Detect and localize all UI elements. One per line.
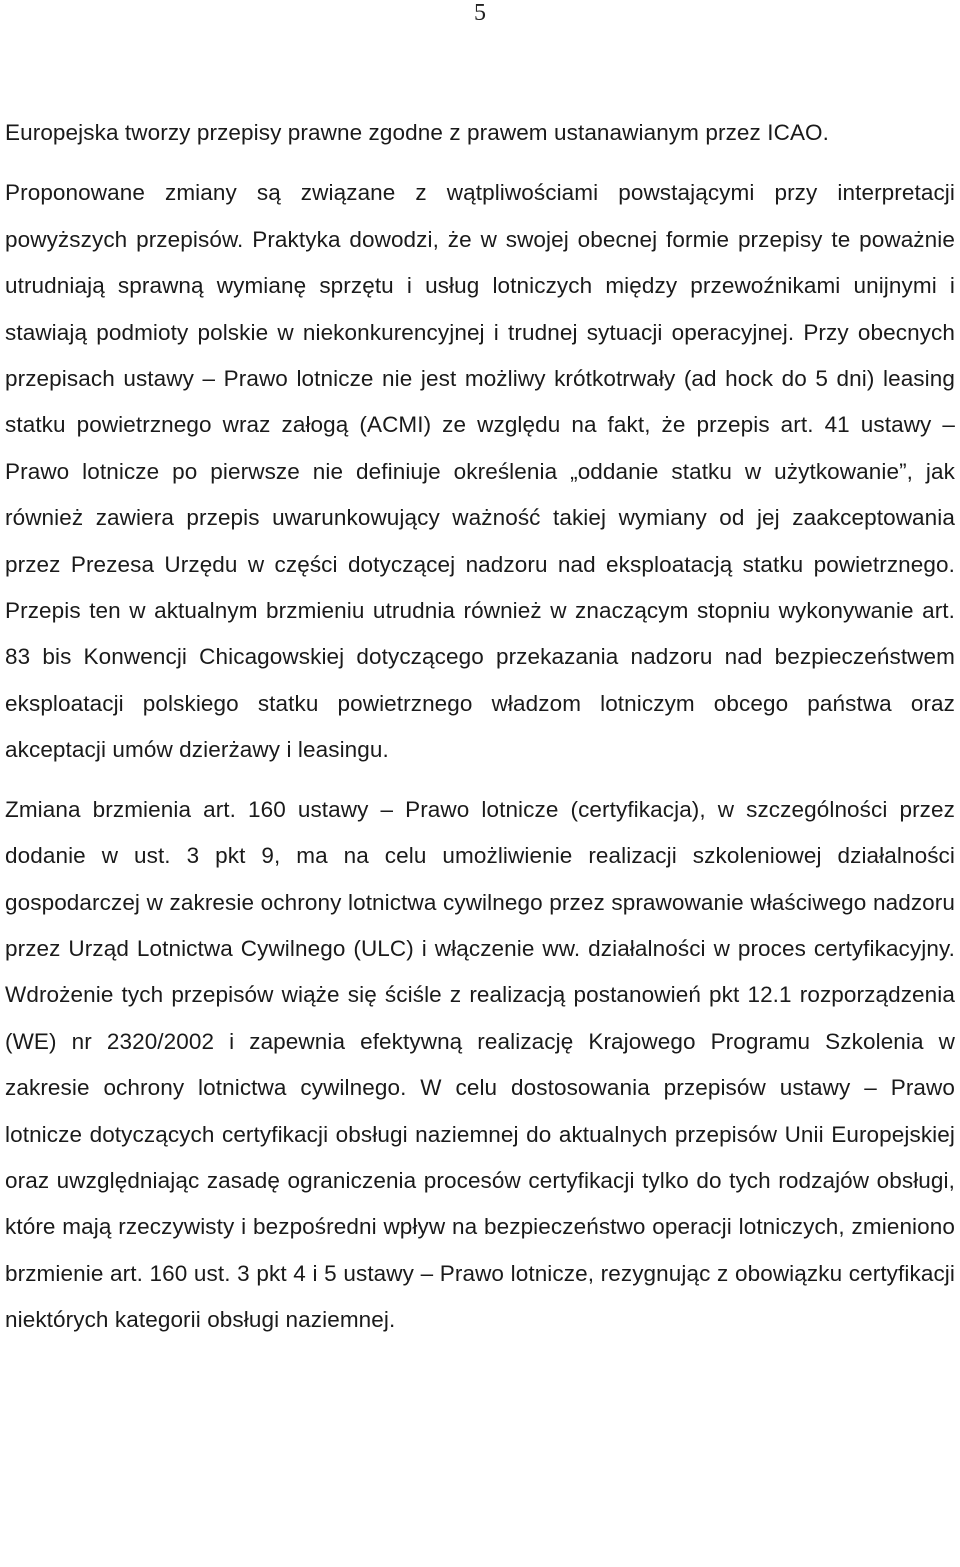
paragraph-2: Proponowane zmiany są związane z wątpliwościami powstającymi przy interpretacji powyższych przepisów. Praktyka dowodzi, że w swojej obecnej formie przepisy te poważnie utrudniają sprawną wymianę sprzętu i usług lotniczych między przewoźnikami unijnymi i stawiają podmioty polskie w niekonkurencyjnej i trudnej sytuacji operacyjnej. Przy obecnych przepisach ustawy – Prawo lotnicze nie jest możliwy krótkotrwały (ad hock do 5 dni) leasing statku powietrznego wraz załogą (ACMI) ze względu na fakt, że przepis art. 41 ustawy – Prawo lotnicze po pierwsze nie definiuje określenia „oddanie statku w użytkowanie”, jak również zawiera przepis uwarunkowujący ważność takiej wymiany od jej zaakceptowania przez Prezesa Urzędu w części dotyczącej nadzoru nad eksploatacją statku powietrznego. Przepis ten w aktualnym brzmieniu utrudnia również w znaczącym stopniu wykonywanie art. 83 bis Konwencji Chicagowskiej dotyczącego przekazania nadzoru nad bezpieczeństwem eksploatacji polskiego statku powietrznego władzom lotniczym obcego państwa oraz akceptacji umów dzierżawy i leasingu. xyxy=(5,180,955,763)
paragraph-3: Zmiana brzmienia art. 160 ustawy – Prawo lotnicze (certyfikacja), w szczególności przez dodanie w ust. 3 pkt 9, ma na celu umożliwienie realizacji szkoleniowej działalności gospodarczej w zakresie ochrony lotnictwa cywilnego przez sprawowanie właściwego nadzoru przez Urząd Lotnictwa Cywilnego (ULC) i włączenie ww. działalności w proces certyfikacyjny. Wdrożenie tych przepisów wiąże się ściśle z realizacją postanowień pkt 12.1 rozporządzenia (WE) nr 2320/2002 i zapewnia efektywną realizację Krajowego Programu Szkolenia w zakresie ochrony lotnictwa cywilnego. W celu dostosowania przepisów ustawy – Prawo lotnicze dotyczących certyfikacji obsługi naziemnej do aktualnych przepisów Unii Europejskiej oraz uwzględniając zasadę ograniczenia procesów certyfikacji tylko do tych rodzajów obsługi, które mają rzeczywisty i bezpośredni wpływ na bezpieczeństwo operacji lotniczych, zmieniono brzmienie art. 160 ust. 3 pkt 4 i 5 ustawy – Prawo lotnicze, rezygnując z obowiązku certyfikacji niektórych kategorii obsługi naziemnej. xyxy=(5,796,955,1333)
page-number: 5 xyxy=(474,0,486,26)
paragraph-1: Europejska tworzy przepisy prawne zgodne z prawem ustanawianym przez ICAO. xyxy=(5,120,830,145)
document-body xyxy=(5,110,955,1344)
